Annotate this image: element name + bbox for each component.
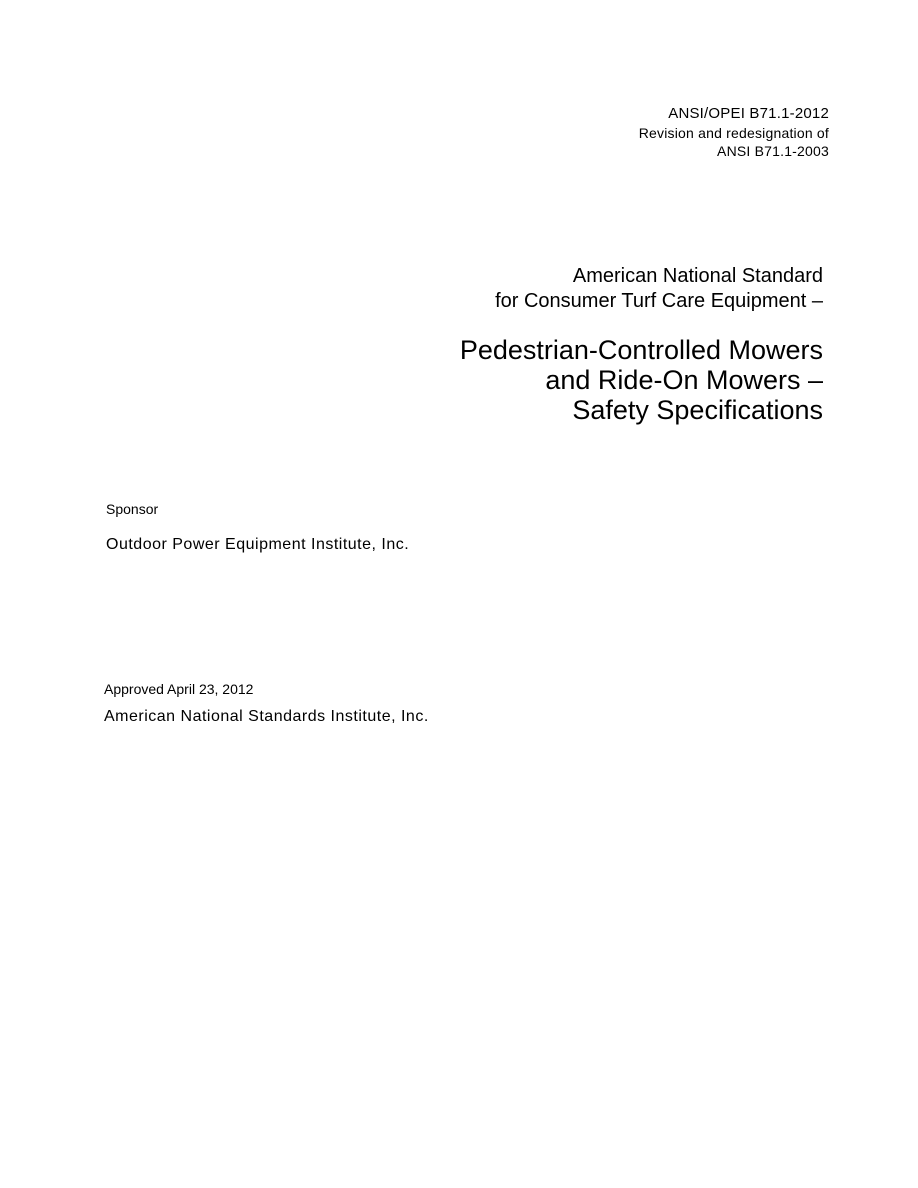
sponsor-name: Outdoor Power Equipment Institute, Inc. <box>106 536 410 553</box>
revision-note-line-2: ANSI B71.1-2003 <box>717 143 829 159</box>
standard-designation-block <box>639 104 829 160</box>
document-title-block <box>495 264 823 314</box>
approval-date: Approved April 23, 2012 <box>104 681 254 697</box>
document-title-line-2: for Consumer Turf Care Equipment – <box>495 290 823 312</box>
document-subtitle-line-2: and Ride-On Mowers – <box>545 365 823 395</box>
revision-note-line-1: Revision and redesignation of <box>638 125 829 141</box>
document-subtitle-block <box>460 335 823 425</box>
approver-name: American National Standards Institute, Inc. <box>104 708 429 725</box>
document-subtitle-line-1: Pedestrian-Controlled Mowers <box>459 335 823 365</box>
standard-designation: ANSI/OPEI B71.1-2012 <box>668 105 829 122</box>
document-subtitle-line-3: Safety Specifications <box>572 395 823 425</box>
sponsor-label: Sponsor <box>106 501 159 517</box>
document-title-line-1: American National Standard <box>572 265 823 287</box>
